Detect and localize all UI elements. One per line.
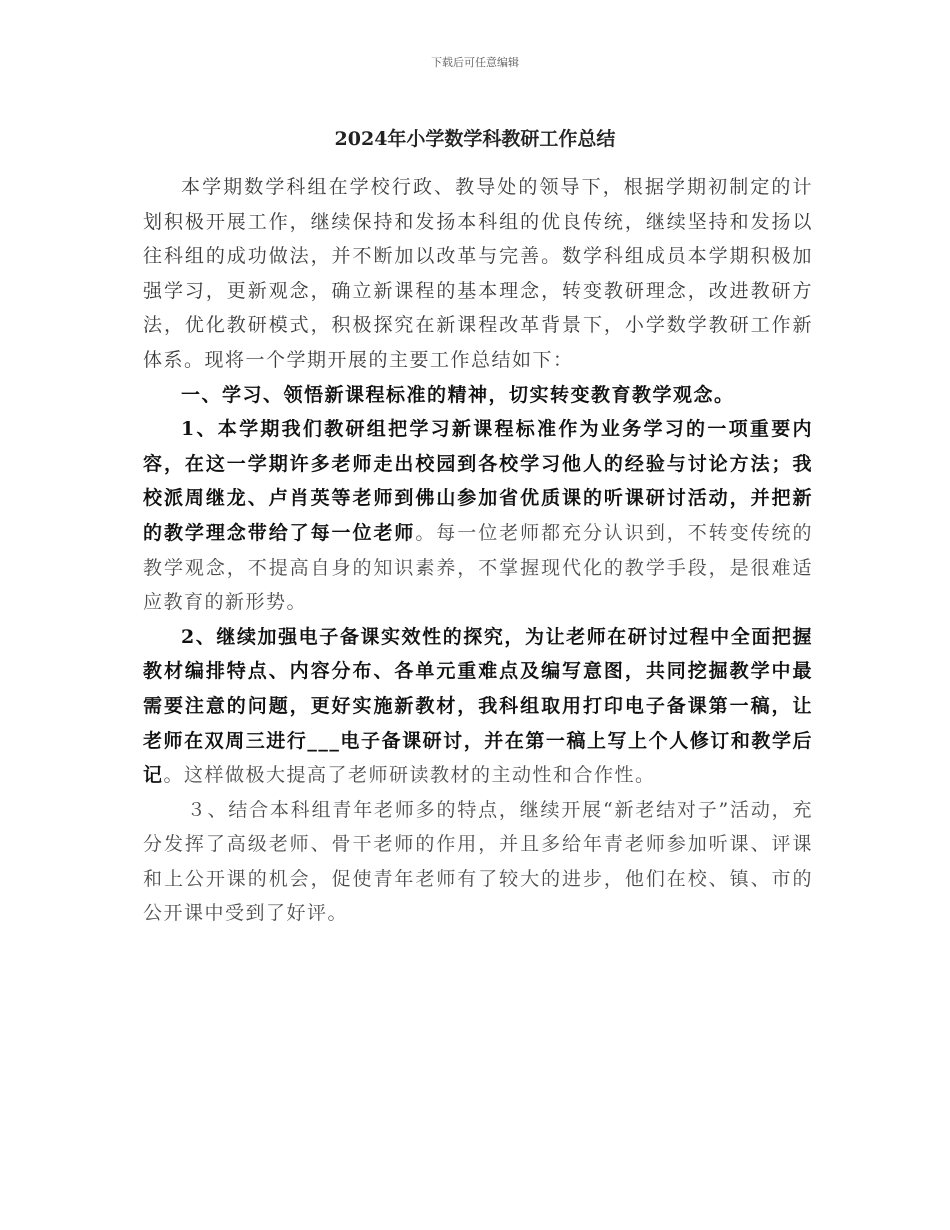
document-body bbox=[143, 170, 813, 931]
item-1-normal-text: 。每一位老师都充分认识到，不转变传统的教学观念，不提高自身的知识素养，不掌握现代化的教学手段，是很难适应教育的新形势。 bbox=[143, 521, 813, 614]
item-1-paragraph bbox=[143, 412, 813, 620]
item-2-normal-text: 。这样做极大提高了老师研读教材的主动性和合作性。 bbox=[163, 764, 656, 787]
header-note: 下载后可任意编辑 bbox=[431, 56, 519, 69]
intro-paragraph: 本学期数学科组在学校行政、教导处的领导下，根据学期初制定的计划积极开展工作，继续保持和发扬本科组的优良传统，继续坚持和发扬以往科组的成功做法，并不断加以改革与完善。数学科组成员本学期积极加强学习，更新观念，确立新课程的基本理念，转变教研理念，改进教研方法，优化教研模式，积极探究在新课程改革背景下，小学数学教研工作新体系。现将一个学期开展的主要工作总结如下： bbox=[143, 176, 813, 371]
document-title: 2024年小学数学科教研工作总结 bbox=[334, 128, 616, 150]
item-2-paragraph bbox=[143, 620, 813, 793]
item-3-paragraph: ３、结合本科组青年老师多的特点，继续开展“新老结对子”活动，充分发挥了高级老师、骨干老师的作用，并且多给年青老师参加听课、评课和上公开课的机会，促使青年老师有了较大的进步，他们在校、镇、市的公开课中受到了好评。 bbox=[143, 798, 813, 925]
section-heading: 一、学习、领悟新课程标准的精神，切实转变教育教学观念。 bbox=[181, 383, 735, 406]
item-2-bold-text: 2、继续加强电子备课实效性的探究，为让老师在研讨过程中全面把握教材编排特点、内容分布、各单元重难点及编写意图，共同挖掘教学中最需要注意的问题，更好实施新教材，我科组取用打印电子备课第一稿，让老师在双周三进行___电子备课研讨，并在第一稿上写上个人修订和教学后记 bbox=[143, 625, 813, 787]
item-1-bold-text: 1、本学期我们教研组把学习新课程标准作为业务学习的一项重要内容，在这一学期许多老师走出校园到各校学习他人的经验与讨论方法；我校派周继龙、卢肖英等老师到佛山参加省优质课的听课研讨活动，并把新的教学理念带给了每一位老师 bbox=[143, 418, 813, 544]
